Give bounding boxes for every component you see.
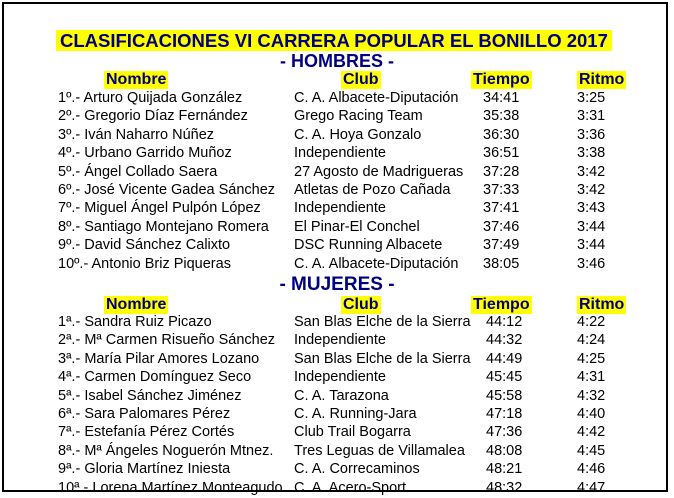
women-header-pace: Ritmo bbox=[579, 296, 625, 313]
runner-name: 7ª.- Estefanía Pérez Cortés bbox=[58, 424, 235, 441]
runner-pace: 3:31 bbox=[577, 108, 606, 125]
runner-time: 37:28 bbox=[483, 163, 520, 180]
runner-pace: 4:45 bbox=[577, 442, 606, 459]
runner-time: 38:05 bbox=[483, 255, 520, 272]
runner-name: 8º.- Santiago Montejano Romera bbox=[58, 218, 269, 235]
runner-pace: 3:42 bbox=[577, 182, 606, 198]
table-row bbox=[0, 442, 674, 460]
women-section-heading: - MUJERES - bbox=[279, 274, 395, 295]
table-row bbox=[0, 479, 674, 497]
runner-club: Independiente bbox=[294, 332, 386, 349]
runner-club: San Blas Elche de la Sierra bbox=[294, 314, 471, 330]
runner-name: 7º.- Miguel Ángel Pulpón López bbox=[58, 200, 261, 217]
runner-name: 9ª.- Gloria Martínez Iniesta bbox=[58, 461, 231, 478]
runner-club: C. A. Albacete-Diputación bbox=[294, 255, 459, 272]
men-header-name: Nombre bbox=[106, 71, 167, 88]
table-row bbox=[0, 331, 674, 349]
runner-time: 44:12 bbox=[486, 314, 523, 330]
runner-time: 35:38 bbox=[483, 108, 520, 125]
runner-time: 36:51 bbox=[483, 145, 520, 162]
runner-name: 2º.- Gregorio Díaz Fernández bbox=[58, 108, 248, 125]
runner-pace: 3:25 bbox=[577, 90, 606, 106]
runner-pace: 3:44 bbox=[577, 218, 606, 235]
runner-club: C. A. Acero-Sport bbox=[294, 479, 407, 496]
runner-club: Club Trail Bogarra bbox=[294, 424, 411, 441]
runner-time: 47:18 bbox=[486, 406, 523, 422]
runner-pace: 4:40 bbox=[577, 406, 606, 422]
runner-pace: 4:46 bbox=[577, 461, 606, 478]
runner-name: 10º.- Antonio Briz Piqueras bbox=[58, 255, 231, 272]
table-row bbox=[0, 423, 674, 441]
runner-name: 4ª.- Carmen Domínguez Seco bbox=[58, 369, 252, 386]
runner-pace: 3:42 bbox=[577, 163, 606, 180]
runner-time: 44:49 bbox=[486, 350, 523, 367]
runner-time: 45:58 bbox=[486, 387, 523, 404]
runner-name: 8ª.- Mª Ángeles Noguerón Mtnez. bbox=[58, 442, 274, 459]
runner-name: 2ª.- Mª Carmen Risueño Sánchez bbox=[58, 332, 276, 349]
page-title: CLASIFICACIONES VI CARRERA POPULAR EL BONILLO 2017 bbox=[56, 30, 612, 51]
runner-name: 6ª.- Sara Palomares Pérez bbox=[58, 406, 231, 422]
runner-name: 4º.- Urbano Garrido Muñoz bbox=[58, 145, 232, 162]
runner-club: 27 Agosto de Madrigueras bbox=[294, 163, 464, 180]
runner-club: San Blas Elche de la Sierra bbox=[294, 350, 471, 367]
table-row bbox=[0, 460, 674, 478]
men-header-pace: Ritmo bbox=[579, 71, 625, 88]
runner-name: 5º.- Ángel Collado Saera bbox=[58, 163, 218, 180]
table-row bbox=[0, 368, 674, 386]
women-header-club: Club bbox=[343, 296, 379, 313]
runner-name: 3º.- Iván Naharro Núñez bbox=[58, 126, 215, 143]
men-header-time: Tiempo bbox=[473, 71, 530, 88]
runner-name: 1º.- Arturo Quijada González bbox=[58, 90, 243, 106]
table-row bbox=[0, 255, 674, 273]
table-row bbox=[0, 107, 674, 125]
runner-club: C. A. Albacete-Diputación bbox=[294, 90, 459, 106]
runner-name: 5ª.- Isabel Sánchez Jiménez bbox=[58, 387, 242, 404]
runner-club: C. A. Tarazona bbox=[294, 387, 389, 404]
table-row bbox=[0, 181, 674, 199]
table-row bbox=[0, 144, 674, 162]
runner-time: 48:21 bbox=[486, 461, 523, 478]
table-row bbox=[0, 199, 674, 217]
runner-club: Atletas de Pozo Cañada bbox=[294, 182, 451, 198]
runner-time: 37:33 bbox=[483, 182, 520, 198]
runner-club: C. A. Hoya Gonzalo bbox=[294, 126, 422, 143]
runner-pace: 4:25 bbox=[577, 350, 606, 367]
runner-pace: 3:38 bbox=[577, 145, 606, 162]
runner-time: 48:08 bbox=[486, 442, 523, 459]
runner-pace: 4:47 bbox=[577, 479, 606, 496]
table-row bbox=[0, 350, 674, 368]
runner-pace: 4:42 bbox=[577, 424, 606, 441]
women-header-time: Tiempo bbox=[473, 296, 530, 313]
runner-club: C. A. Running-Jara bbox=[294, 406, 417, 422]
runner-name: 9º.- David Sánchez Calixto bbox=[58, 237, 231, 254]
runner-club: DSC Running Albacete bbox=[294, 237, 443, 254]
runner-time: 36:30 bbox=[483, 126, 520, 143]
runner-club: Independiente bbox=[294, 369, 386, 386]
table-row bbox=[0, 236, 674, 254]
runner-time: 48:32 bbox=[486, 479, 523, 496]
runner-time: 45:45 bbox=[486, 369, 523, 386]
runner-name: 3ª.- María Pilar Amores Lozano bbox=[58, 350, 260, 367]
men-section-heading: - HOMBRES - bbox=[280, 51, 394, 71]
table-row bbox=[0, 387, 674, 405]
runner-time: 37:46 bbox=[483, 218, 520, 235]
table-row bbox=[0, 313, 674, 331]
runner-club: Independiente bbox=[294, 200, 386, 217]
women-header-name: Nombre bbox=[106, 296, 167, 313]
runner-pace: 4:22 bbox=[577, 314, 606, 330]
table-row bbox=[0, 218, 674, 236]
table-row bbox=[0, 163, 674, 181]
runner-pace: 4:32 bbox=[577, 387, 606, 404]
runner-pace: 4:31 bbox=[577, 369, 606, 386]
runner-club: Tres Leguas de Villamalea bbox=[294, 442, 465, 459]
table-row bbox=[0, 405, 674, 423]
runner-time: 34:41 bbox=[483, 90, 520, 106]
runner-time: 47:36 bbox=[486, 424, 523, 441]
table-row bbox=[0, 89, 674, 107]
runner-pace: 3:44 bbox=[577, 237, 606, 254]
runner-club: El Pinar-El Conchel bbox=[294, 218, 420, 235]
runner-pace: 3:46 bbox=[577, 255, 606, 272]
runner-name: 6º.- José Vicente Gadea Sánchez bbox=[58, 182, 276, 198]
runner-club: Grego Racing Team bbox=[294, 108, 423, 125]
men-header-club: Club bbox=[343, 71, 379, 88]
runner-club: C. A. Correcaminos bbox=[294, 461, 420, 478]
runner-club: Independiente bbox=[294, 145, 386, 162]
runner-name: 1ª.- Sandra Ruiz Picazo bbox=[58, 314, 212, 330]
runner-time: 37:41 bbox=[483, 200, 520, 217]
runner-pace: 4:24 bbox=[577, 332, 606, 349]
runner-name: 10ª.- Lorena Martínez Monteagudo bbox=[58, 479, 283, 496]
table-row bbox=[0, 126, 674, 144]
runner-pace: 3:36 bbox=[577, 126, 606, 143]
runner-time: 44:32 bbox=[486, 332, 523, 349]
runner-pace: 3:43 bbox=[577, 200, 606, 217]
runner-time: 37:49 bbox=[483, 237, 520, 254]
